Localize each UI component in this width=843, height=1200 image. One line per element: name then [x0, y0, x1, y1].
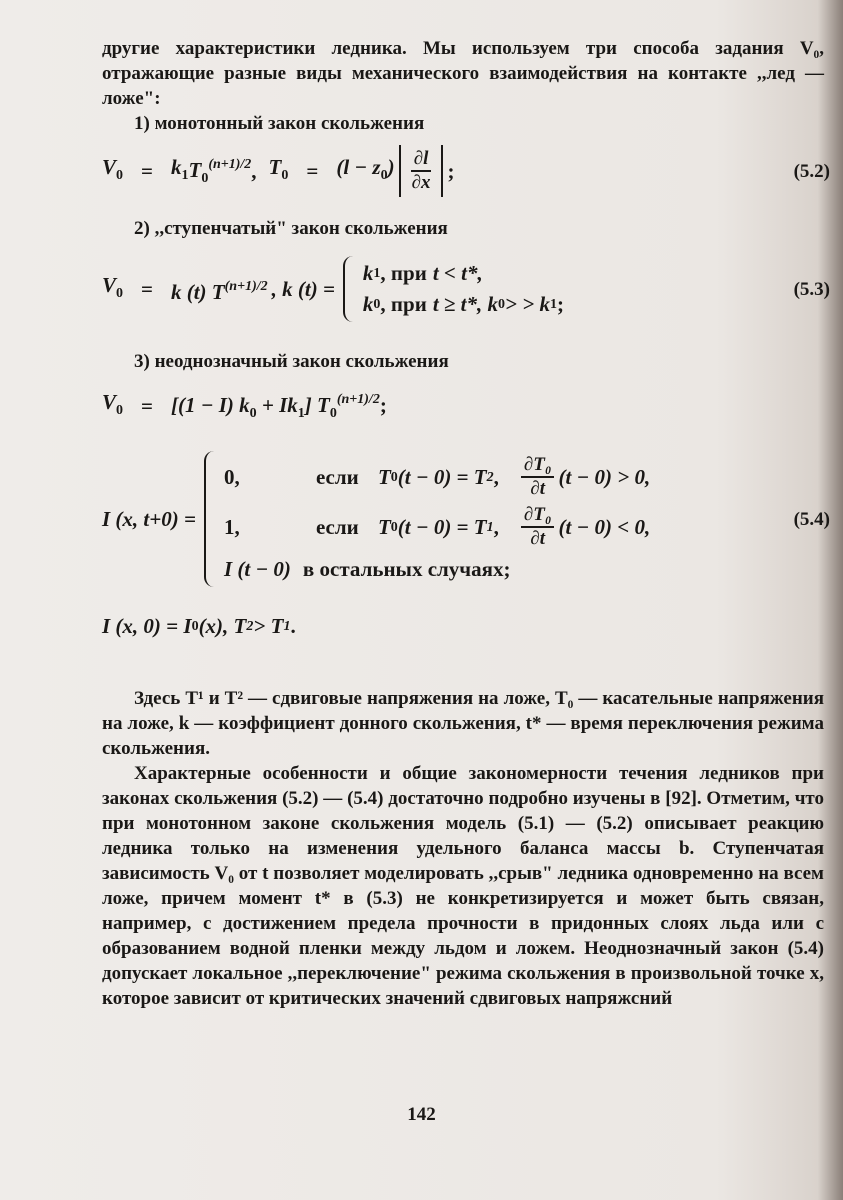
eq54-case-2: 1, если T 0 (t − 0) = T 1 , $\frac{\text{∂T₀}}{\partial t}$ (t − 0) < 0,: [223, 504, 651, 549]
notation-paragraph: Здесь T¹ и T² — сдвиговые напряжения на ложе, T₀ — касательные напряжения на ложе, k — коэффициент донного скольжения, t* — время переключения режима скольжения.: [102, 688, 824, 759]
eq53-lhs: $V_0$: [102, 272, 124, 301]
eq53-equals: =: [141, 276, 153, 301]
equation-5-3: [102, 241, 830, 337]
eq53-case-1: k 1 , при t < t*,: [362, 261, 483, 285]
eq54-number: (5.4): [793, 508, 830, 530]
eq54b-sup2: 1: [283, 618, 291, 634]
eq53-mid: , k (t) =: [271, 276, 335, 301]
eq54b-arg: (x), T: [198, 613, 247, 638]
eq54a-equals: =: [141, 393, 153, 418]
eq53-expr: k (t) $T^{(n+1)/2}$: [170, 278, 268, 304]
eq52-end: ;: [447, 158, 455, 183]
eq52-comma: ,: [251, 158, 257, 183]
item-step-law: 2) ,,ступенчатый" закон скольжения: [134, 218, 448, 239]
eq54-lhs: I (x, t+0) =: [102, 506, 196, 531]
eq52-abs-derivative: $\frac{\partial l}{\partial x}$: [399, 145, 444, 197]
eq54b-sup1: 2: [246, 618, 254, 634]
equation-5-4: [102, 444, 830, 594]
eq52-equals-2: =: [306, 158, 319, 183]
equation-5-4-velocity: [102, 374, 824, 438]
eq52-k: $k_1$: [170, 154, 189, 183]
eq54-cases: [224, 452, 650, 586]
eq53-cases: [363, 261, 564, 317]
eq54a-lhs: $V_0$: [102, 389, 124, 418]
eq54a-expr: [(1 − I) $k_0 + Ik_1$] $T_0^{(n+1)/2}$;: [170, 391, 387, 421]
equation-5-2: [102, 136, 830, 206]
eq52-lhs: $V_0$: [102, 154, 124, 183]
eq54-case-3: I (t − 0) в остальных случаях;: [223, 556, 511, 581]
item-ambiguous-law: 3) неоднозначный закон скольжения: [134, 351, 449, 372]
eq52-rhs: $(l - z_0)$: [336, 154, 395, 183]
intro-paragraph: другие характеристики ледника. Мы используем три способа задания V₀, отражающие разные виды механического взаимодействия на контакте ,,лед — ложе":: [102, 38, 824, 109]
eq54b-end: .: [290, 613, 296, 638]
eq52-equals: =: [141, 158, 153, 183]
eq53-case-2: k 0 , при t ≥ t*, k 0 > > k 1 ;: [362, 292, 564, 316]
eq54-case-1: 0, если T 0 (t − 0) = T 2 , $\frac{\text{∂T₀}}{\partial t}$ (t − 0) > 0,: [223, 454, 651, 499]
eq54b-sub: 0: [191, 618, 199, 634]
equation-5-4-initial: [102, 594, 824, 658]
eq52-T: $T_0^{(n+1)/2}$: [188, 156, 252, 186]
text-column: [102, 36, 830, 1011]
eq53-number: (5.3): [793, 278, 830, 300]
eq54-brace: [204, 451, 218, 587]
eq52-T0: $T_0$: [268, 154, 289, 183]
eq53-brace: [343, 256, 357, 322]
discussion-paragraph: Характерные особенности и общие закономерности течения ледников при законах скольжения (5.2) — (5.4) достаточно подробно изучены в [92]. Отметим, что при монотонном законе скольжения модель (5.1) — (5.2) описывает реакцию ледника только на изменения удельного баланса массы b. Ступенчатая зависимость V₀ от t позволяет моделировать ,,срыв" ледника одновременно на всем ложе, причем момент t* в (5.3) не конкретизируется и может быть связан, например, с достижением предела прочности в придонных слоях льда или с образованием водной пленки между льдом и ложем. Неоднозначный закон (5.4) допускает локальное ,,переключение" режима скольжения в произвольной точке x, которое зависит от критических значений сдвиговых напряжсний: [102, 763, 824, 1009]
page-number: 142: [407, 1104, 436, 1125]
item-monotonic-law: 1) монотонный закон скольжения: [134, 113, 425, 134]
eq54b-expr: I (x, 0) = I: [102, 613, 192, 638]
eq54b-gt: > T: [253, 613, 284, 638]
eq52-number: (5.2): [793, 160, 830, 182]
